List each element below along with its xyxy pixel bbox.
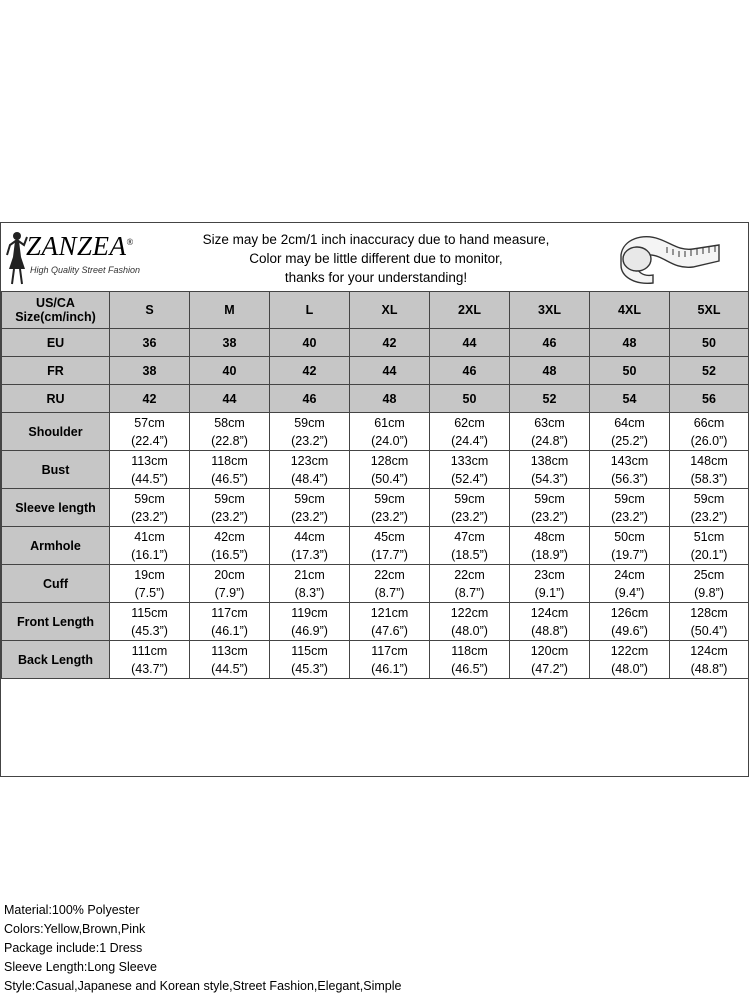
size-header-cell: 4XL: [590, 292, 670, 329]
table-cell: [110, 527, 190, 565]
cm-value: 63cm: [534, 415, 565, 430]
cm-value: 119cm: [291, 605, 328, 620]
row-label: Shoulder: [2, 413, 110, 451]
table-cell: [510, 489, 590, 527]
inch-value: (26.0”): [690, 433, 728, 448]
inch-value: (24.8”): [531, 433, 568, 448]
inch-value: (46.9”): [291, 623, 328, 638]
inch-value: (23.2”): [291, 509, 328, 524]
cm-value: 124cm: [690, 643, 728, 658]
inch-value: (52.4”): [451, 471, 488, 486]
table-cell: 44: [190, 385, 270, 413]
row-label: Cuff: [2, 565, 110, 603]
table-cell: 46: [430, 357, 510, 385]
cm-value: 133cm: [450, 453, 489, 468]
cm-value: 48cm: [534, 529, 565, 544]
table-cell: [190, 527, 270, 565]
inch-value: (54.3”): [531, 471, 568, 486]
table-cell: [430, 565, 510, 603]
table-cell: [110, 451, 190, 489]
table-cell: [670, 603, 749, 641]
row-label: Sleeve length: [2, 489, 110, 527]
table-cell: 46: [270, 385, 350, 413]
inch-value: (19.7”): [611, 547, 648, 562]
table-row: [2, 641, 749, 679]
cm-value: 126cm: [610, 605, 649, 620]
inch-value: (48.4”): [291, 471, 328, 486]
cm-value: 45cm: [374, 529, 405, 544]
table-cell: [350, 413, 430, 451]
inch-value: (43.7”): [131, 661, 168, 676]
table-cell: 42: [350, 329, 430, 357]
table-cell: 52: [510, 385, 590, 413]
table-cell: [670, 489, 749, 527]
table-cell: 36: [110, 329, 190, 357]
cm-value: 59cm: [374, 491, 405, 506]
table-row: [2, 451, 749, 489]
table-cell: [590, 603, 670, 641]
table-cell: 56: [670, 385, 749, 413]
inch-value: (48.0”): [611, 661, 648, 676]
table-row: [2, 357, 749, 385]
table-cell: [510, 451, 590, 489]
inch-value: (45.3”): [131, 623, 168, 638]
table-cell: [510, 603, 590, 641]
table-cell: [670, 641, 749, 679]
cm-value: 58cm: [214, 415, 245, 430]
cm-value: 20cm: [214, 567, 245, 582]
table-row: [2, 603, 749, 641]
cm-value: 113cm: [211, 643, 248, 658]
cm-value: 66cm: [693, 415, 725, 430]
table-cell: [350, 489, 430, 527]
table-cell: [110, 641, 190, 679]
table-cell: 48: [590, 329, 670, 357]
table-cell: [190, 603, 270, 641]
table-cell: [190, 641, 270, 679]
cm-value: 59cm: [454, 491, 485, 506]
inch-value: (23.2”): [611, 509, 648, 524]
inch-value: (23.2”): [690, 509, 728, 524]
inch-value: (44.5”): [131, 471, 168, 486]
inch-value: (49.6”): [611, 623, 648, 638]
table-cell: [590, 451, 670, 489]
table-cell: [430, 603, 510, 641]
table-cell: 48: [350, 385, 430, 413]
table-cell: [430, 527, 510, 565]
table-cell: [590, 489, 670, 527]
cm-value: 122cm: [610, 643, 649, 658]
cm-value: 123cm: [290, 453, 329, 468]
inch-value: (7.5”): [134, 585, 165, 600]
table-cell: [270, 603, 350, 641]
notice-line: Size may be 2cm/1 inch inaccuracy due to hand measure,: [202, 232, 550, 247]
cm-value: 59cm: [294, 415, 325, 430]
inch-value: (18.5”): [451, 547, 488, 562]
cm-value: 19cm: [134, 567, 165, 582]
inch-value: (44.5”): [211, 661, 248, 676]
table-cell: [430, 489, 510, 527]
table-cell: [110, 603, 190, 641]
cm-value: 23cm: [534, 567, 565, 582]
table-cell: 48: [510, 357, 590, 385]
cm-value: 59cm: [134, 491, 165, 506]
cm-value: 25cm: [693, 567, 725, 582]
table-cell: [270, 527, 350, 565]
cm-value: 61cm: [374, 415, 405, 430]
table-cell: [190, 413, 270, 451]
inch-value: (46.1”): [371, 661, 408, 676]
size-header-cell: XL: [350, 292, 430, 329]
inch-value: (24.4”): [451, 433, 488, 448]
inch-value: (24.0”): [371, 433, 408, 448]
inch-value: (9.8”): [694, 585, 724, 600]
table-row: [2, 489, 749, 527]
size-header-cell: 2XL: [430, 292, 510, 329]
table-cell: 40: [270, 329, 350, 357]
table-cell: [510, 527, 590, 565]
table-cell: 52: [670, 357, 749, 385]
corner-line: US/CA: [36, 296, 75, 310]
size-header-row: [2, 292, 749, 329]
size-header-cell: 5XL: [670, 292, 749, 329]
inch-value: (20.1”): [690, 547, 728, 562]
table-cell: [270, 641, 350, 679]
table-cell: [590, 527, 670, 565]
table-cell: [670, 451, 749, 489]
inch-value: (23.2”): [371, 509, 408, 524]
table-cell: [590, 565, 670, 603]
cm-value: 44cm: [294, 529, 325, 544]
table-cell: [510, 565, 590, 603]
cm-value: 128cm: [690, 605, 728, 620]
table-row: [2, 565, 749, 603]
size-table: [1, 291, 749, 679]
table-cell: [350, 451, 430, 489]
inch-value: (16.5”): [211, 547, 248, 562]
row-label: Armhole: [2, 527, 110, 565]
table-cell: [670, 527, 749, 565]
inch-value: (9.1”): [534, 585, 565, 600]
cm-value: 47cm: [454, 529, 485, 544]
table-cell: [270, 413, 350, 451]
brand-name: ZANZEA®: [26, 231, 134, 261]
brand-tagline: High Quality Street Fashion: [30, 265, 141, 275]
inch-value: (58.3”): [690, 471, 728, 486]
table-cell: [110, 565, 190, 603]
cm-value: 118cm: [451, 643, 488, 658]
table-cell: [190, 489, 270, 527]
size-notice: [171, 230, 581, 287]
table-cell: [510, 413, 590, 451]
size-header-cell: L: [270, 292, 350, 329]
cm-value: 57cm: [134, 415, 165, 430]
cm-value: 59cm: [214, 491, 245, 506]
inch-value: (50.4”): [690, 623, 728, 638]
table-row: [2, 385, 749, 413]
table-cell: 42: [270, 357, 350, 385]
cm-value: 120cm: [530, 643, 569, 658]
inch-value: (25.2”): [611, 433, 648, 448]
table-cell: 54: [590, 385, 670, 413]
inch-value: (46.5”): [211, 471, 248, 486]
table-cell: 44: [430, 329, 510, 357]
inch-value: (47.2”): [531, 661, 568, 676]
cm-value: 41cm: [134, 529, 165, 544]
row-label: EU: [2, 329, 110, 357]
notice-line: thanks for your understanding!: [284, 270, 468, 285]
inch-value: (56.3”): [611, 471, 648, 486]
inch-value: (22.4”): [131, 433, 168, 448]
cm-value: 62cm: [454, 415, 485, 430]
table-cell: [270, 565, 350, 603]
size-header-cell: M: [190, 292, 270, 329]
cm-value: 118cm: [211, 453, 248, 468]
cm-value: 59cm: [614, 491, 645, 506]
row-label: Back Length: [2, 641, 110, 679]
inch-value: (23.2”): [131, 509, 168, 524]
info-sleeve-length: Sleeve Length:Long Sleeve: [4, 960, 157, 974]
cm-value: 22cm: [374, 567, 405, 582]
inch-value: (8.7”): [454, 585, 485, 600]
corner-line: Size(cm/inch): [15, 310, 96, 324]
table-cell: [590, 413, 670, 451]
inch-value: (22.8”): [211, 433, 248, 448]
inch-value: (16.1”): [131, 547, 168, 562]
cm-value: 22cm: [454, 567, 485, 582]
table-cell: [270, 489, 350, 527]
cm-value: 115cm: [131, 605, 168, 620]
table-cell: [430, 451, 510, 489]
info-colors: Colors:Yellow,Brown,Pink: [4, 922, 146, 936]
corner-cell: [2, 292, 110, 329]
table-cell: 46: [510, 329, 590, 357]
size-chart: [0, 222, 749, 993]
inch-value: (18.9”): [531, 547, 568, 562]
info-style: Style:Casual,Japanese and Korean style,Street Fashion,Elegant,Simple: [4, 979, 402, 993]
cm-value: 50cm: [614, 529, 645, 544]
table-cell: 40: [190, 357, 270, 385]
cm-value: 24cm: [614, 567, 645, 582]
table-cell: 38: [110, 357, 190, 385]
row-label: Bust: [2, 451, 110, 489]
cm-value: 51cm: [693, 529, 725, 544]
table-cell: [190, 451, 270, 489]
cm-value: 111cm: [131, 643, 168, 658]
table-row: [2, 413, 749, 451]
inch-value: (17.7”): [371, 547, 408, 562]
brand-logo: [4, 229, 154, 287]
inch-value: (48.0”): [451, 623, 488, 638]
cm-value: 21cm: [294, 567, 325, 582]
inch-value: (47.6”): [371, 623, 408, 638]
table-cell: [590, 641, 670, 679]
table-cell: [430, 641, 510, 679]
table-cell: [350, 603, 430, 641]
table-cell: [270, 451, 350, 489]
row-label: Front Length: [2, 603, 110, 641]
cm-value: 113cm: [131, 453, 168, 468]
chart-header: [1, 223, 748, 292]
cm-value: 117cm: [371, 643, 408, 658]
cm-value: 138cm: [530, 453, 569, 468]
inch-value: (17.3”): [291, 547, 328, 562]
table-cell: [670, 565, 749, 603]
table-cell: 50: [670, 329, 749, 357]
inch-value: (23.2”): [211, 509, 248, 524]
table-cell: 42: [110, 385, 190, 413]
table-row: [2, 329, 749, 357]
measuring-tape-icon: [613, 225, 723, 289]
table-cell: [350, 565, 430, 603]
cm-value: 59cm: [693, 491, 725, 506]
cm-value: 115cm: [291, 643, 328, 658]
table-cell: 50: [430, 385, 510, 413]
table-cell: 50: [590, 357, 670, 385]
row-label: FR: [2, 357, 110, 385]
inch-value: (8.7”): [374, 585, 405, 600]
table-cell: [110, 489, 190, 527]
table-cell: [350, 527, 430, 565]
notice-line: Color may be little different due to monitor,: [249, 251, 503, 266]
inch-value: (48.8”): [531, 623, 568, 638]
inch-value: (46.5”): [451, 661, 488, 676]
table-cell: 44: [350, 357, 430, 385]
table-cell: [110, 413, 190, 451]
cm-value: 59cm: [534, 491, 565, 506]
table-cell: [350, 641, 430, 679]
cm-value: 117cm: [211, 605, 248, 620]
cm-value: 124cm: [530, 605, 569, 620]
size-header-cell: 3XL: [510, 292, 590, 329]
cm-value: 121cm: [370, 605, 409, 620]
inch-value: (23.2”): [291, 433, 328, 448]
row-label: RU: [2, 385, 110, 413]
table-cell: [510, 641, 590, 679]
cm-value: 148cm: [690, 453, 728, 468]
inch-value: (50.4”): [371, 471, 408, 486]
table-cell: [430, 413, 510, 451]
inch-value: (45.3”): [291, 661, 328, 676]
table-row: [2, 527, 749, 565]
table-cell: [190, 565, 270, 603]
table-cell: [670, 413, 749, 451]
inch-value: (46.1”): [211, 623, 248, 638]
cm-value: 64cm: [614, 415, 645, 430]
info-material: Material:100% Polyester: [4, 903, 140, 917]
table-cell: 38: [190, 329, 270, 357]
cm-value: 143cm: [610, 453, 649, 468]
cm-value: 128cm: [370, 453, 409, 468]
cm-value: 122cm: [450, 605, 489, 620]
cm-value: 42cm: [214, 529, 245, 544]
inch-value: (23.2”): [531, 509, 568, 524]
inch-value: (7.9”): [214, 585, 245, 600]
info-package: Package include:1 Dress: [4, 941, 143, 955]
inch-value: (48.8”): [690, 661, 728, 676]
inch-value: (9.4”): [614, 585, 645, 600]
cm-value: 59cm: [294, 491, 325, 506]
product-info: [4, 901, 401, 996]
inch-value: (8.3”): [294, 585, 325, 600]
size-header-cell: S: [110, 292, 190, 329]
inch-value: (23.2”): [451, 509, 488, 524]
